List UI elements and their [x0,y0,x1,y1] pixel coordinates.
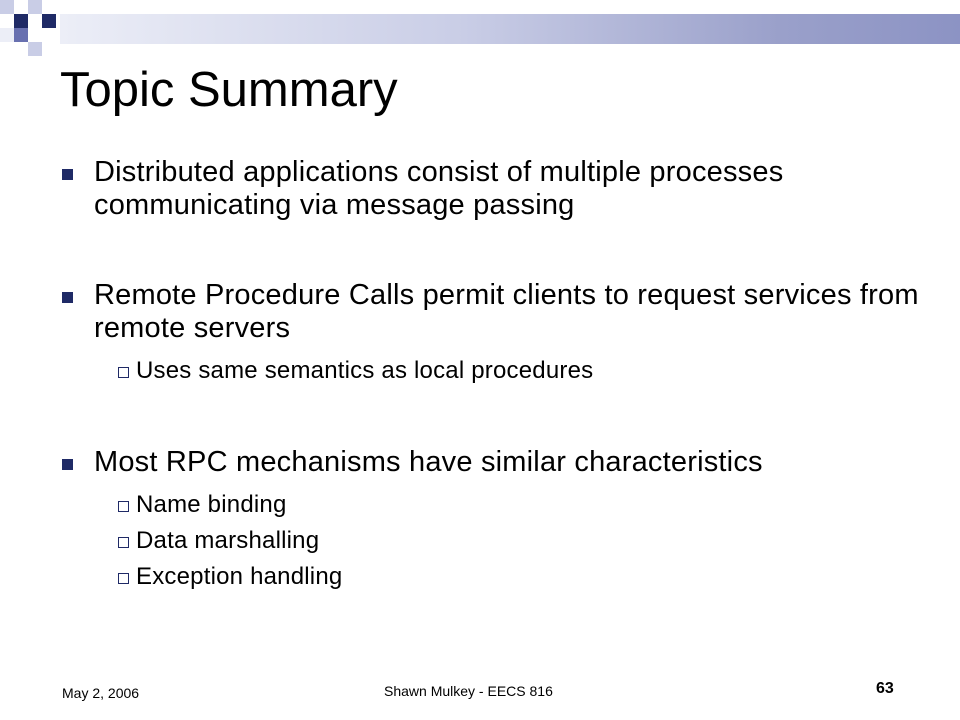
sub-bullet-item [94,487,922,523]
bullet-text: Distributed applications consist of multiple processes communicating via message passing [94,156,784,221]
sub-bullet-text: Data marshalling [136,527,320,554]
sub-bullet-text: Exception handling [136,563,343,590]
sub-bullet-item [94,559,922,595]
slide-content [62,156,922,595]
sub-bullet-text: Name binding [136,491,287,518]
sub-bullet-list [94,487,922,595]
bullet-item [62,156,922,222]
sub-bullet-item [94,353,922,389]
filled-square-bullet-icon [62,169,73,180]
sub-bullet-text: Uses same semantics as local procedures [136,357,594,384]
page-number: 63 [876,680,894,697]
bullet-text: Remote Procedure Calls permit clients to request services from remote servers [94,279,919,344]
bullet-text: Most RPC mechanisms have similar characteristics [94,446,763,478]
sub-bullet-item [94,523,922,559]
filled-square-bullet-icon [62,292,73,303]
footer-date: May 2, 2006 [62,685,140,701]
hollow-square-bullet-icon [118,501,129,512]
slide-title: Topic Summary [60,63,398,117]
hollow-square-bullet-icon [118,367,129,378]
filled-square-bullet-icon [62,459,73,470]
hollow-square-bullet-icon [118,573,129,584]
bullet-item [62,446,922,595]
header-gradient-bar [60,14,960,44]
bullet-item [62,279,922,389]
sub-bullet-list [94,353,922,389]
hollow-square-bullet-icon [118,537,129,548]
footer-author-course: Shawn Mulkey - EECS 816 [384,683,553,699]
